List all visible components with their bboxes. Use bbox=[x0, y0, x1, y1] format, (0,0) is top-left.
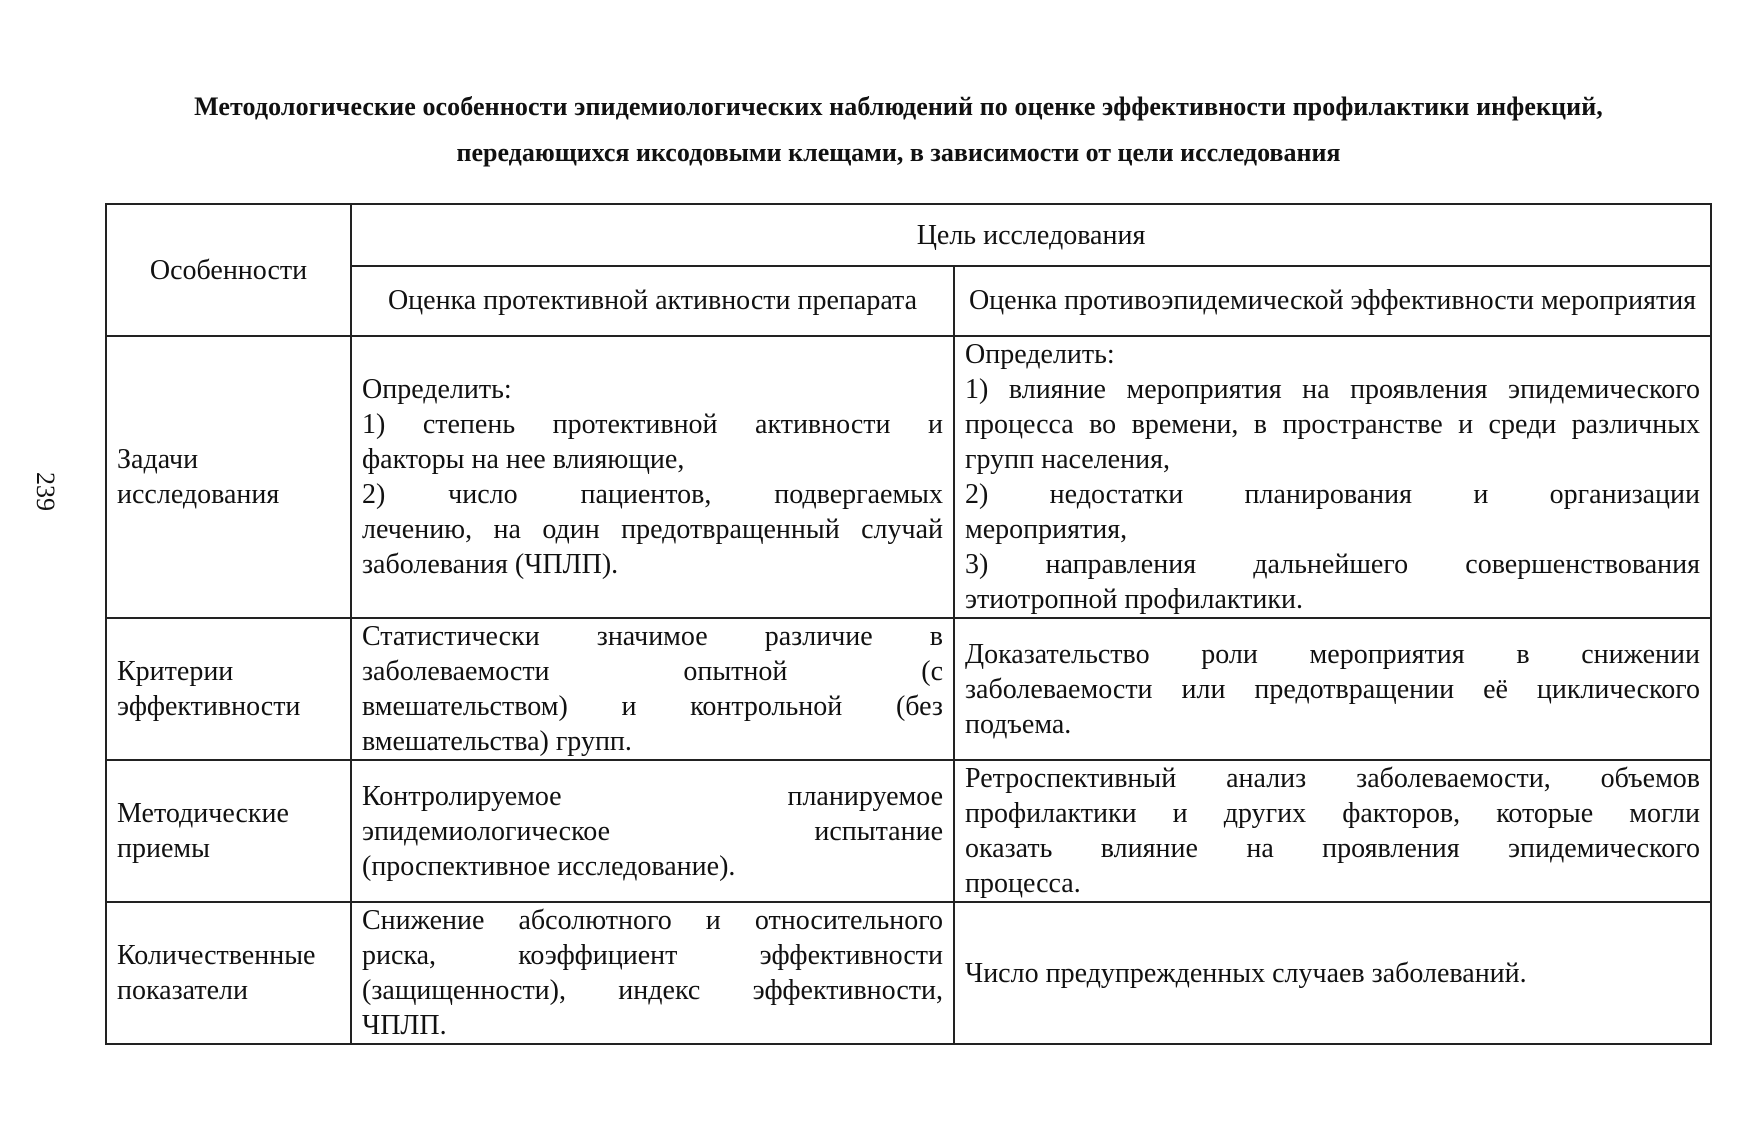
cell-line: 1) степень протективной активности и bbox=[362, 409, 943, 440]
cell-line: вмешательством) и контрольной (без bbox=[362, 691, 943, 722]
cell-line: Доказательство роли мероприятия в снижении bbox=[965, 638, 1701, 670]
cell-line: подъема. bbox=[965, 708, 1072, 740]
cell-line: заболеваемости или предотвращении её циклического bbox=[965, 673, 1701, 705]
header-goal: Цель исследования bbox=[351, 204, 1711, 266]
cell-line: риска, коэффициент эффективности bbox=[362, 940, 943, 971]
cell-protective bbox=[351, 618, 954, 760]
table-row bbox=[106, 902, 1711, 1044]
row-label: Методические приемы bbox=[106, 760, 351, 902]
cell-line: оказать влияние на проявления эпидемического bbox=[965, 833, 1701, 864]
cell-antiepidemic bbox=[954, 760, 1711, 902]
document-title-line-2: передающихся иксодовыми клещами, в зависимости от цели исследования bbox=[456, 138, 1341, 167]
cell-line: Ретроспективный анализ заболеваемости, объемов bbox=[965, 763, 1701, 794]
cell-line: профилактики и других факторов, которые могли bbox=[965, 798, 1701, 829]
cell-line: процесса во времени, в пространстве и среди различных bbox=[965, 409, 1701, 440]
cell-line: групп населения, bbox=[965, 444, 1170, 475]
cell-line: (проспективное исследование). bbox=[362, 850, 736, 882]
document-title-line-1: Методологические особенности эпидемиологических наблюдений по оценке эффективности профилактики инфекций, bbox=[194, 92, 1603, 121]
cell-line: 2) число пациентов, подвергаемых bbox=[362, 479, 943, 510]
cell-line: ЧПЛП. bbox=[362, 1010, 447, 1041]
cell-line: заболевания (ЧПЛП). bbox=[362, 549, 619, 580]
cell-protective bbox=[351, 336, 954, 618]
cell-line: 3) направления дальнейшего совершенствования bbox=[965, 549, 1701, 580]
page-number: 239 bbox=[31, 472, 60, 511]
cell-line: мероприятия, bbox=[965, 514, 1128, 545]
cell-line: вмешательства) групп. bbox=[362, 726, 632, 757]
cell-protective bbox=[351, 902, 954, 1044]
cell-line: эпидемиологическое испытание bbox=[362, 815, 943, 847]
cell-line: этиотропной профилактики. bbox=[965, 584, 1303, 615]
cell-line: лечению, на один предотвращенный случай bbox=[362, 514, 943, 545]
cell-protective bbox=[351, 760, 954, 902]
cell-line: Контролируемое планируемое bbox=[362, 780, 943, 812]
row-label: Количественные показатели bbox=[106, 902, 351, 1044]
cell-line: процесса. bbox=[965, 868, 1081, 899]
cell-line: заболеваемости опытной (с bbox=[362, 656, 943, 687]
cell-antiepidemic bbox=[954, 618, 1711, 760]
cell-line: Определить: bbox=[362, 374, 512, 405]
cell-antiepidemic bbox=[954, 902, 1711, 1044]
row-label: Задачи исследования bbox=[106, 336, 351, 618]
cell-line: 1) влияние мероприятия на проявления эпидемического bbox=[965, 374, 1701, 405]
cell-line: (защищенности), индекс эффективности, bbox=[362, 975, 943, 1006]
cell-line: 2) недостатки планирования и организации bbox=[965, 479, 1701, 510]
header-col-protective-activity: Оценка протективной активности препарата bbox=[351, 266, 954, 336]
cell-line: факторы на нее влияющие, bbox=[362, 444, 685, 475]
cell-line: Статистически значимое различие в bbox=[362, 621, 943, 652]
header-features: Особенности bbox=[106, 204, 351, 336]
cell-antiepidemic bbox=[954, 336, 1711, 618]
table-row bbox=[106, 618, 1711, 760]
table-row bbox=[106, 336, 1711, 618]
header-col-antiepidemic-efficiency: Оценка противоэпидемической эффективности мероприятия bbox=[954, 266, 1711, 336]
table-row bbox=[106, 760, 1711, 902]
cell-line: Определить: bbox=[965, 339, 1115, 370]
row-label: Критерии эффективности bbox=[106, 618, 351, 760]
cell-line: Число предупрежденных случаев заболеваний. bbox=[965, 957, 1527, 989]
cell-line: Снижение абсолютного и относительного bbox=[362, 905, 943, 936]
methodology-table bbox=[105, 203, 1712, 1045]
